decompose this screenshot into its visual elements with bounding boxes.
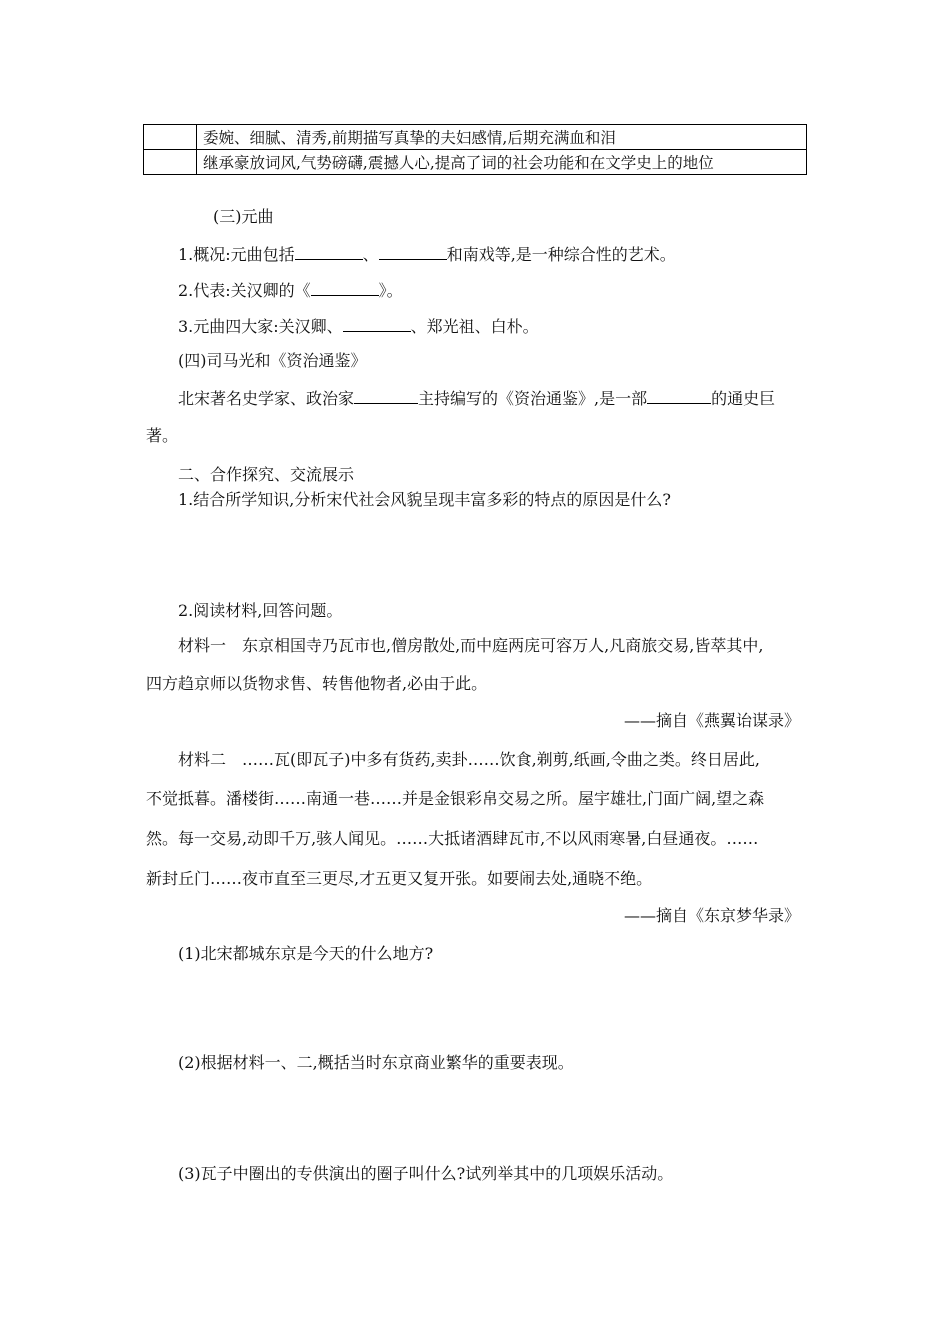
text: 2.代表:关汉卿的《 [178,281,311,300]
table-row [144,125,807,150]
sub-question-1: (1)北宋都城东京是今天的什么地方? [178,944,434,963]
poet-description: 继承豪放词风,气势磅礴,震撼人心,提高了词的社会功能和在文学史上的地位 [197,150,807,175]
yuanqu-masters-line [178,315,539,337]
fill-blank[interactable] [295,243,363,260]
fill-blank[interactable] [311,279,379,296]
fill-blank[interactable] [647,387,711,404]
material-2-line2: 不觉抵暮。潘楼街……南通一巷……并是金银彩帛交易之所。屋宇雄壮,门面广阔,望之森 [146,789,765,808]
fill-blank[interactable] [354,387,418,404]
yuanqu-overview-line [178,243,676,265]
material-2-line4: 新封丘门……夜市直至三更尽,才五更又复开张。如要闹去处,通晓不绝。 [146,869,653,888]
fill-blank[interactable] [379,243,447,260]
ci-poets-table [143,124,807,175]
sub-question-3: (3)瓦子中圈出的专供演出的圈子叫什么?试列举其中的几项娱乐活动。 [178,1164,674,1183]
text: 、 [362,245,379,264]
yuanqu-representative-line [178,279,403,301]
material-1-source: ——摘自《燕翼诒谋录》 [623,711,800,730]
poet-description: 委婉、细腻、清秀,前期描写真挚的夫妇感情,后期充满血和泪 [197,125,807,150]
text: 北宋著名史学家、政治家 [178,389,355,408]
text: 3.元曲四大家:关汉卿、 [178,317,343,336]
section-heading-sima: (四)司马光和《资治通鉴》 [178,351,367,370]
text: 的通史巨 [711,389,776,408]
material-2-line3: 然。每一交易,动即千万,骇人闻见。……大抵诸酒肆瓦市,不以风雨寒暑,白昼通夜。…… [146,829,759,848]
sub-question-2: (2)根据材料一、二,概括当时东京商业繁华的重要表现。 [178,1053,574,1072]
text: 》。 [378,281,403,300]
question-2: 2.阅读材料,回答问题。 [178,601,343,620]
material-2-source: ——摘自《东京梦华录》 [623,906,800,925]
table-row [144,150,807,175]
text: 主持编写的《资治通鉴》,是一部 [418,389,648,408]
material-1-line1: 材料一 东京相国寺乃瓦市也,僧房散处,而中庭两庑可容万人,凡商旅交易,皆萃其中, [178,636,764,655]
section-heading-yuanqu: (三)元曲 [213,207,274,226]
fill-blank[interactable] [343,315,411,332]
poet-name-blank[interactable] [144,150,197,175]
poet-name-blank[interactable] [144,125,197,150]
question-1: 1.结合所学知识,分析宋代社会风貌呈现丰富多彩的特点的原因是什么? [178,490,671,509]
sima-paragraph-line1 [178,387,775,409]
material-1-line2: 四方趋京师以货物求售、转售他物者,必由于此。 [146,674,488,693]
material-2-line1: 材料二 ……瓦(即瓦子)中多有货药,卖卦……饮食,剃剪,纸画,令曲之类。终日居此, [178,750,760,769]
section-heading-part2: 二、合作探究、交流展示 [178,465,355,484]
sima-paragraph-line2: 著。 [146,426,179,445]
text: 、郑光祖、白朴。 [410,317,539,336]
text: 和南戏等,是一种综合性的艺术。 [446,245,676,264]
text: 1.概况:元曲包括 [178,245,295,264]
